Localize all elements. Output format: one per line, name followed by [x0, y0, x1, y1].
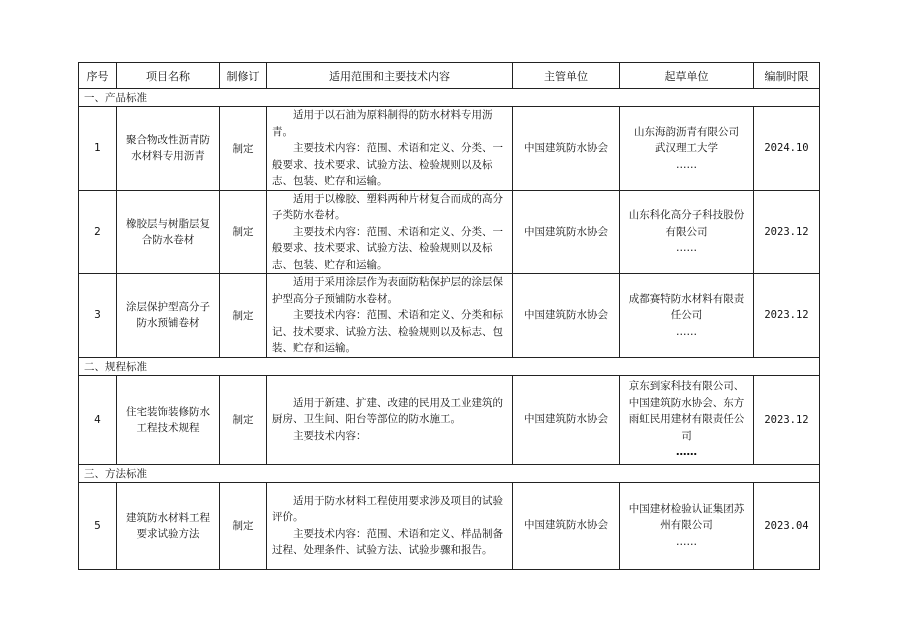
header-type: 制修订: [220, 63, 267, 89]
scope-applicability: 适用于以石油为原料制得的防水材料专用沥青。: [272, 109, 493, 138]
scope-tech-content: 主要技术内容：范围、术语和定义、分类和标记、技术要求、试验方法、检验规则以及标志、包装、贮存和运输。: [272, 309, 503, 354]
table-row: [79, 190, 820, 274]
drafter-etc: ……: [676, 446, 697, 459]
cell-type: 制定: [220, 482, 267, 569]
header-org: 主管单位: [513, 63, 620, 89]
cell-year: 2023.12: [754, 274, 820, 358]
header-year: 编制时限: [754, 63, 820, 89]
header-seq: 序号: [79, 63, 117, 89]
cell-year: 2023.12: [754, 190, 820, 274]
table-row: [79, 482, 820, 569]
cell-org: 中国建筑防水协会: [513, 107, 620, 191]
cell-name: 建筑防水材料工程要求试验方法: [117, 482, 220, 569]
table-row: [79, 375, 820, 464]
section-row: [79, 464, 820, 482]
scope-tech-content: 主要技术内容：范围、术语和定义、分类、一般要求、技术要求、试验方法、检验规则以及标志、包装、贮存和运输。: [272, 142, 503, 187]
cell-scope: [267, 482, 513, 569]
cell-type: 制定: [220, 274, 267, 358]
cell-seq: 4: [79, 375, 117, 464]
drafter-text: 中国建材检验认证集团苏州有限公司: [628, 502, 745, 532]
drafter-etc: ……: [676, 242, 697, 254]
cell-org: 中国建筑防水协会: [513, 375, 620, 464]
cell-year: 2023.12: [754, 375, 820, 464]
standards-table: [78, 62, 820, 570]
section-title: 二、规程标准: [79, 357, 820, 375]
cell-type: 制定: [220, 107, 267, 191]
section-title: 三、方法标准: [79, 464, 820, 482]
cell-name: 聚合物改性沥青防水材料专用沥青: [117, 107, 220, 191]
cell-seq: 2: [79, 190, 117, 274]
cell-seq: 3: [79, 274, 117, 358]
cell-drafter: [620, 375, 754, 464]
cell-org: 中国建筑防水协会: [513, 274, 620, 358]
drafter-etc: ……: [676, 325, 697, 338]
scope-applicability: 适用于防水材料工程使用要求涉及项目的试验评价。: [272, 494, 503, 523]
cell-drafter: [620, 107, 754, 191]
drafter-text: 山东科化高分子科技股份有限公司: [628, 209, 745, 238]
cell-drafter: [620, 274, 754, 358]
cell-scope: [267, 107, 513, 191]
scope-tech-content: 主要技术内容：范围、术语和定义、分类、一般要求、技术要求、试验方法、检验规则以及标志、包装、贮存和运输。: [272, 225, 503, 271]
cell-scope: [267, 190, 513, 274]
cell-drafter: [620, 190, 754, 274]
section-row: [79, 89, 820, 107]
cell-type: 制定: [220, 190, 267, 274]
header-drafter: 起草单位: [620, 63, 754, 89]
cell-type: 制定: [220, 375, 267, 464]
cell-org: 中国建筑防水协会: [513, 190, 620, 274]
cell-name: 橡胶层与树脂层复合防水卷材: [117, 190, 220, 274]
header-row: [79, 63, 820, 89]
scope-applicability: 适用于采用涂层作为表面防粘保护层的涂层保护型高分子预铺防水卷材。: [272, 276, 503, 305]
drafter-etc: ……: [676, 158, 697, 171]
cell-name: 住宅装饰装修防水工程技术规程: [117, 375, 220, 464]
header-name: 项目名称: [117, 63, 220, 89]
scope-applicability: 适用于新建、扩建、改建的民用及工业建筑的厨房、卫生间、阳台等部位的防水施工。: [272, 396, 503, 426]
cell-org: 中国建筑防水协会: [513, 482, 620, 569]
cell-scope: [267, 274, 513, 358]
drafter-text: 山东海韵沥青有限公司 武汉理工大学: [634, 125, 739, 154]
section-title: 一、产品标准: [79, 89, 820, 107]
header-scope: 适用范围和主要技术内容: [267, 63, 513, 89]
cell-name: 涂层保护型高分子防水预铺卷材: [117, 274, 220, 358]
cell-drafter: [620, 482, 754, 569]
table-row: [79, 274, 820, 358]
scope-tech-content: 主要技术内容：范围、术语和定义、样品制备过程、处理条件、试验方法、试验步骤和报告。: [272, 527, 503, 556]
drafter-text: 京东到家科技有限公司、中国建筑防水协会、东方雨虹民用建材有限责任公司: [628, 380, 745, 442]
cell-year: 2023.04: [754, 482, 820, 569]
cell-seq: 1: [79, 107, 117, 191]
section-row: [79, 357, 820, 375]
cell-seq: 5: [79, 482, 117, 569]
cell-scope: [267, 375, 513, 464]
scope-applicability: 适用于以橡胶、塑料两种片材复合而成的高分子类防水卷材。: [272, 192, 503, 221]
scope-tech-content: 主要技术内容：: [293, 429, 367, 442]
drafter-etc: ……: [676, 535, 697, 548]
cell-year: 2024.10: [754, 107, 820, 191]
drafter-text: 成都赛特防水材料有限责任公司: [628, 292, 745, 321]
table-row: [79, 107, 820, 191]
